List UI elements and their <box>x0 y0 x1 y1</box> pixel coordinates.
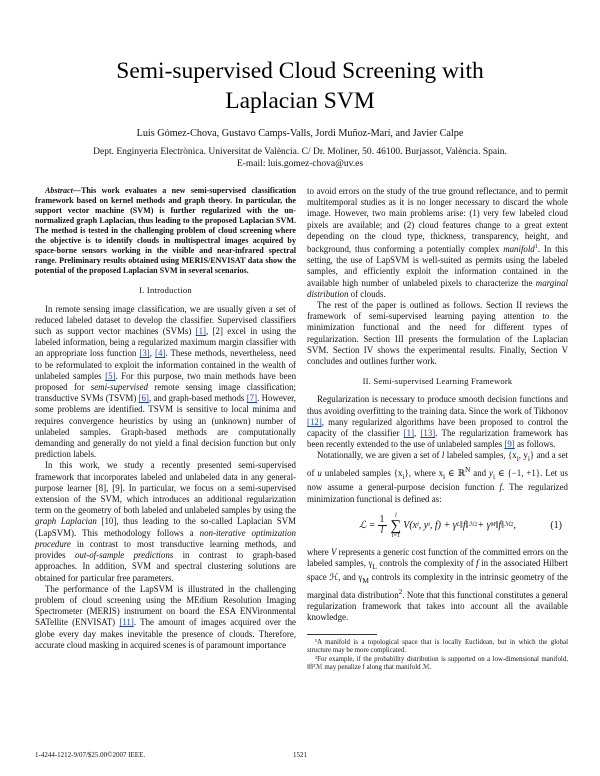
paper-title <box>0 56 600 116</box>
citation-link[interactable]: [1] <box>195 326 207 337</box>
title-line-1: Semi-supervised Cloud Screening with <box>116 58 484 84</box>
affiliation-block <box>0 146 600 170</box>
abstract-label: Abstract <box>45 186 73 195</box>
footnote-rule <box>307 634 377 635</box>
section-heading-ssl: II. Semi-supervised Learning Framework <box>362 376 513 387</box>
citation-link[interactable]: [7] <box>246 393 258 404</box>
section-heading-introduction: I. Introduction <box>139 285 192 296</box>
ssl-paragraph-2: Notationally, we are given a set of l labeled samples, {$x_i$, $y_i$} and a set of u unlabeled samples $\{x_i\}$, where $x_i$ ∈ ℝ$^N$ and $y_i$ ∈ {−1, +1}. Let us now assume a general-purpose decision function f. The regularized minimization functional is defined as: <box>307 450 568 504</box>
abstract <box>35 186 296 276</box>
right-paragraph-2: The rest of the paper is outlined as follows. Section II reviews the framework of semi-supervised learning paying attention to the minimization functional and the need for different types of regularization. Section III presents the formulation of the Laplacian SVM. Section IV shows the experimental results. Finally, Section V concludes and outlines further work. <box>307 300 568 367</box>
citation-link[interactable]: [4] <box>155 348 166 359</box>
page-number: 1521 <box>293 751 307 759</box>
citation-link[interactable]: [1] <box>403 428 415 439</box>
ssl-paragraph-3: where V represents a generic cost function of the committed errors on the labeled samples, $\gamma_L$ controls the complexity of f in the associated Hilbert space ℋ, and $\gamma_M$ controls its complexity in the intrinsic geometry of the marginal data distribution$^2$. Note that this functional constitutes a general regularization framework that takes into account all the available knowledge. <box>307 546 569 623</box>
citation-link[interactable]: [6] <box>138 393 149 404</box>
citation-link[interactable]: [12] <box>307 416 322 427</box>
intro-paragraph-3: The performance of the LapSVM is illustrated in the challenging problem of cloud screening using the MEdium Resolution Imaging Spectrometer (MERIS) instrument on board the ESA ENVironmental SATellite (ENVISAT) [11]. The amount of images acquired over the globe every day makes inevitable the presence of clouds. Therefore, accurate cloud masking in acquired scenes is of paramount importance <box>35 583 296 650</box>
citation-link[interactable]: [5] <box>105 370 116 381</box>
affiliation: Dept. Enginyeria Electrònica. Universitat de València. C/ Dr. Moliner, 50. 46100. Burjassot, València. Spain. <box>93 147 507 157</box>
citation-link[interactable]: [11] <box>119 617 134 628</box>
equation-number: (1) <box>550 520 562 532</box>
email: E-mail: luis.gomez-chova@uv.es <box>236 159 364 169</box>
right-column <box>307 186 568 673</box>
footer-copyright: 1-4244-1212-9/07/$25.00©2007 IEEE. <box>35 751 146 759</box>
intro-paragraph-1: In remote sensing image classification, we are usually given a set of reduced labeled dataset to develop the classifier. Supervised classifiers such as support vector machines (SVMs) [1], [2] excel in using the labeled information, being a regularized maximum margin classifier with an appropriate loss function [3], [4]. These methods, nevertheless, need to be reformulated to exploit the information contained in the wealth of unlabeled samples [5]. For this purpose, two main methods have been proposed for semi-supervised remote sensing image classification; transductive SVMs (TSVM) [6], and graph-based methods [7]. However, some problems are identified. TSVM is sensitive to local minima and requires convergence heuristics by using an (unknown) number of unlabeled samples. Graph-based methods are computationally demanding and generally do not yield a final decision function but only prediction labels. <box>35 303 297 460</box>
abstract-text: —This work evaluates a new semi-supervised classification framework based on kernel methods and graph theory. In particular, the support vector machine (SVM) is further regularized with the un-normalized graph Laplacian, thus leading to the proposed Laplacian SVM. The method is tested in the challenging problem of cloud screening where the objective is to identify clouds in multispectral images acquired by space-borne sensors working in the visible and near-infrared spectral range. Preliminary results obtained using MERIS/ENVISAT data show the potential of the proposed Laplacian SVM in several scenarios. <box>35 186 296 276</box>
title-line-2: Laplacian SVM <box>225 88 375 114</box>
ssl-paragraph-1: Regularization is necessary to produce smooth decision functions and thus avoiding overfitting to the training data. Since the work of Tikhonov [12], many regularized algorithms have been proposed to control the capacity of the classifier [1], [13]. The regularization framework has been recently extended to the use of unlabeled samples [9] as follows. <box>307 394 568 450</box>
footnote-1: ¹A manifold is a topological space that is locally Euclidean, but in which the global structure may be more complicated. <box>307 638 568 655</box>
equation-1: ℒ = $\frac{1}{l}$ l ∑ i=1 V(x i , y i , f) + γ L ‖f‖ ℋ 2 + γ M ‖f‖ ℳ 2 , (1) <box>359 512 562 539</box>
left-column <box>35 186 296 651</box>
citation-link[interactable]: [13] <box>420 428 436 439</box>
footnote-2: ²For example, if the probability distribution is supported on a low-dimensional manifold, ‖f‖²ℳ may penalize f along that manifold ℳ. <box>307 655 568 672</box>
intro-paragraph-2: In this work, we study a recently presented semi-supervised framework that incorporates labeled and unlabeled data in any general-purpose learner [8], [9]. In particular, we focus on a semi-supervised extension of the SVM, which introduces an additional regularization term on the geometry of both labeled and unlabeled samples by using the graph Laplacian [10], thus leading to the so-called Laplacian SVM (LapSVM). This methodology follows a non-iterative optimization procedure in contrast to most transductive learning methods, and provides out-of-sample predictions in contrast to graph-based approaches. In addition, SVM and spectral clustering solutions are obtained for particular free parameters. <box>35 460 297 583</box>
citation-link[interactable]: [9] <box>504 439 515 450</box>
authors: Luis Gómez-Chova, Gustavo Camps-Valls, Jordi Muñoz-Marí, and Javier Calpe <box>136 128 464 139</box>
citation-link[interactable]: [3] <box>139 348 150 359</box>
right-paragraph-1: to avoid errors on the study of the true ground reflectance, and to permit multitemporal studies as it is no longer necessary to discard the whole image. However, two main problems arise: (1) very few labeled cloud pixels are available; and (2) cloud features change to a great extent depending on the cloud type, thickness, transparency, height, and background, thus conforming a potentially complex manifold$^1$. In this setting, the use of LapSVM is well-suited as permits using the labeled samples, and efficiently exploit the information contained in the available high number of unlabeled pixels to characterize the marginal distribution of clouds. <box>307 186 568 299</box>
